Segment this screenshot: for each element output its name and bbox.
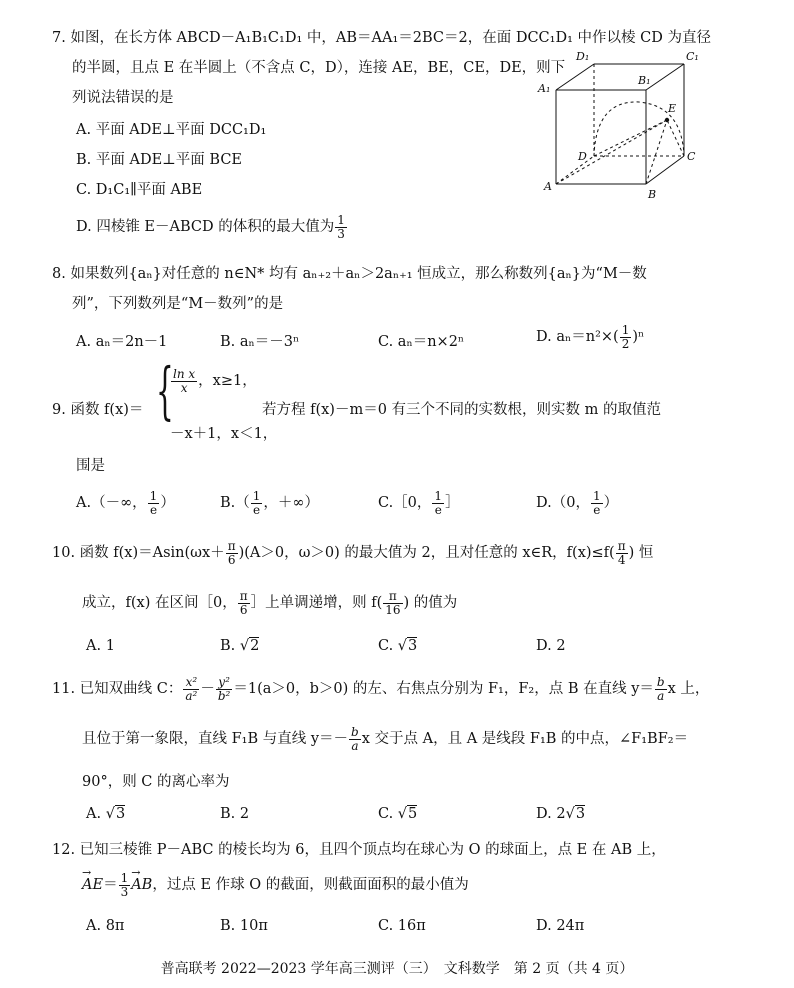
q11-option-b: B. 2 [220,806,250,822]
label-c: C [687,150,696,163]
q8-line1: 8. 如果数列{aₙ}对任意的 n∈N* 均有 aₙ₊₂＋aₙ＞2aₙ₊₁ 恒成立，那么称数列{aₙ}为“M－数 [52,266,647,282]
q11-option-d: D. 2√3 [536,806,586,822]
cuboid-figure [534,46,704,206]
point-e-marker [665,118,669,122]
q10-option-b: B. √2 [220,638,260,654]
q7-option-d-fraction: $\frac{1}{3}$ [337,213,345,241]
q11-line2: 且位于第一象限，直线 F₁B 与直线 y＝－ $\frac{b}{a}$ x 交于点 A，且 A 是线段 F₁B 的中点，∠F₁BF₂＝ [82,725,689,753]
q12-option-b: B. 10π [220,918,268,934]
q7-option-c: C. D₁C₁∥平面 ABE [76,182,203,198]
q8-option-b: B. aₙ＝－3ⁿ [220,334,300,350]
q7-option-a: A. 平面 ADE⊥平面 DCC₁D₁ [76,122,267,138]
q12-option-d: D. 24π [536,918,585,934]
label-a1: A₁ [538,82,551,95]
q8-option-c: C. aₙ＝n×2ⁿ [378,334,465,350]
q10-option-d: D. 2 [536,638,566,654]
q9-option-b: B.（ $\frac{1}{e}$ ，＋∞） [220,489,319,517]
label-d: D [578,150,587,163]
q9-option-a: A.（－∞， $\frac{1}{e}$ ） [76,489,175,517]
q9-case1: $\frac{\text{ln x}}{x}$ ，x≥1， [173,367,257,395]
q11-option-c: C. √5 [378,806,418,822]
label-a: A [544,180,552,193]
label-e: E [668,102,677,115]
q11-line3: 90°，则 C 的离心率为 [82,774,230,790]
q9-option-c: C.［0， $\frac{1}{e}$ ］ [378,489,460,517]
label-b: B [648,188,657,201]
q7-line1: 7. 如图，在长方体 ABCD－A₁B₁C₁D₁ 中，AB＝AA₁＝2BC＝2，在面 DCC₁D₁ 中作以棱 CD 为直径 [52,30,711,46]
q10-line2: 成立，f(x) 在区间［0， $\frac{\pi}{6}$ ］上单调递增，则 f( $\frac{\pi}{16}$ ) 的值为 [82,589,458,617]
q11-option-a: A. √3 [86,806,126,822]
q9-case2: －x＋1，x＜1， [170,426,278,442]
q7-line2: 的半圆，且点 E 在半圆上（不含点 C，D），连接 AE，BE，CE，DE，则下 [72,60,566,76]
q12-line2: → AE＝ $\frac{1}{3}$ → AB，过点 E 作球 O 的截面，则截面面积的最小值为 [82,872,469,898]
q9-brace: { [156,354,174,427]
q9-option-d: D.（0， $\frac{1}{e}$ ） [536,489,619,517]
q9-tail: 若方程 f(x)－m＝0 有三个不同的实数根，则实数 m 的取值范 [262,402,662,418]
label-b1: B₁ [638,74,651,87]
q7-option-d [76,214,348,240]
q10-option-a: A. 1 [86,638,115,654]
q7-line3: 列说法错误的是 [72,90,174,106]
q7-option-b: B. 平面 ADE⊥平面 BCE [76,152,243,168]
q9-lead: 9. 函数 f(x)＝ [52,402,144,418]
q12-option-a: A. 8π [86,918,125,934]
q7-option-d-text: D. 四棱锥 E－ABCD 的体积的最大值为 [76,219,335,236]
q9-line2: 围是 [76,458,105,474]
q10-option-c: C. √3 [378,638,418,654]
q12-line1: 12. 已知三棱锥 P－ABC 的棱长均为 6，且四个顶点均在球心为 O 的球面上，点 E 在 AB 上， [52,842,666,858]
page-footer: 普高联考 2022—2023 学年高三测评（三） 文科数学 第 2 页（共 4 页） [160,961,634,977]
q8-option-a: A. aₙ＝2n－1 [76,334,168,350]
label-d1: D₁ [576,50,590,63]
q12-option-c: C. 16π [378,918,426,934]
q11-line1: 11. 已知双曲线 C： $\frac{\text{x²}}{\text{a²}}$ － $\frac{\text{y²}}{\text{b²}}$ ＝1(a＞0，b＞0) 的左、右焦点分别为 F₁，F₂，点 B 在直线 y＝ $\frac{b}{a}$ x 上， [52,675,710,703]
q8-line2: 列”，下列数列是“M－数列”的是 [72,296,284,312]
q10-line1: 10. 函数 f(x)＝Asin(ωx＋ $\frac{\pi}{6}$ )(A＞0，ω＞0) 的最大值为 2，且对任意的 x∈R，f(x)≤f( $\frac{\pi}{4}$ ) 恒 [52,539,654,567]
label-c1: C₁ [686,50,699,63]
q8-option-d: D. aₙ＝n²×( $\frac{1}{2}$ )ⁿ [536,323,645,351]
